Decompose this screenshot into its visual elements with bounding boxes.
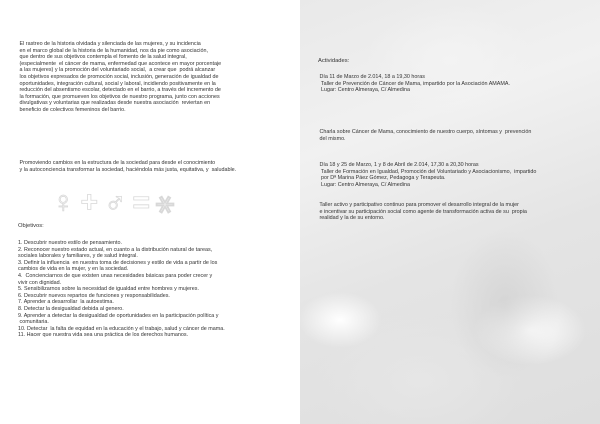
intro-paragraph: El rastreo de la historia olvidada y silenciada de las mujeres, y su incidencia en el marco global de la historia de la humanidad, nos da pie como asociación, que dentro de sus objetivos contempla el fomento de la salud integral, (especialmente el cáncer de mama, enfermedad que acontece en mayor porcentaje a las mujeres) y la promoción del voluntariado social, a crear que podrá alcanzar los objetivos expresados de promoción social, inclusión, generación de igualdad de oportunidades, integración cultural, social y laboral, incidiendo positivamente en la reducción del absentismo escolar, detectado en el barrio, a través del incremento de la formación, que promueven los objetivos de nuestro programa, junto con acciones divulgativas y voluntarias que realizadas desde nuestra asociación reviertan en beneficio de colectivos femeninos del barrio. [19,41,222,113]
objectives-title: Objetivos: [18,223,44,229]
background-texture [450,230,560,380]
objectives-list [18,240,225,339]
objective-item: 6. Descubrir nuevos repartos de funciones y responsabilidades. [18,292,170,299]
activity-block-4: Taller activo y participativo continuo para promover el desarrollo integral de la mujer e incentivar su participación social como agente de transformación activa de su propia realidad y la de su entorno. [319,202,527,222]
activity-block-2: Charla sobre Cáncer de Mama, conocimiento de nuestro cuerpo, síntomas y prevención del mismo. [319,129,532,142]
objective-item: 11. Hacer que nuestra vida sea una práctica de los derechos humanos. [18,332,189,339]
activity-block-1: Día 11 de Marzo de 2.014, 18 a 19,30 horas Taller de Prevención de Cáncer de Mama, impartido por la Asociación AMAMA. Lugar: Centro Almeraya, C/ Almedina [319,74,510,94]
activities-title: Actividades: [318,58,350,64]
right-page [300,0,600,424]
objective-item: 1. Descubrir nuestro estilo de pensamiento. [18,240,122,246]
objective-item: 7. Aprender a desarrollar la autoestima. [18,299,114,306]
intro-paragraph-2: Promoviendo cambios en la estructura de la sociedad para desde el conocimiento y la autoconciencia transformar la sociedad, haciéndola más justa, equitativa, y saludable. [19,160,237,173]
objective-item: 9. Aprender a detectar la desigualdad de oportunidades en la participación política y comunitaria. [18,312,219,326]
objective-item: 3. Definir la influencia en nuestra toma de decisiones y estilo de vida a partir de los cambios de vida en la mujer, y en la sociedad. [18,259,218,273]
objective-item: 10. Detectar la falta de equidad en la educación y el trabajo, salud y cáncer de mama. [18,325,225,332]
objective-item: 4. Concienciarnos de que existen unas necesidades básicas para poder crecer y vivir con dignidad. [18,272,213,286]
activity-block-3: Día 18 y 25 de Marzo, 1 y 8 de Abril de 2.014, 17,30 a 20,30 horas Taller de Formación en Igualdad, Promoción del Voluntariado y Asociacionismo, impartido por Dª Marina Páez Gómez, Pedagoga y Terapeuta. Lugar: Centro Almeraya, C/ Almedina [319,162,537,188]
objective-item: 2. Reconocer nuestro estado actual, en cuanto a la distribución natural de tareas, sociales laborales y familiares, y de salud integral. [18,246,213,260]
objective-item: 5. Sensibilizarnos sobre la necesidad de igualdad entre hombres y mujeres. [18,286,199,293]
gender-equality-symbols: ♀+♂=⚹ [52,186,181,219]
objective-item: 8. Detectar la desigualdad debida al genero. [18,305,124,312]
